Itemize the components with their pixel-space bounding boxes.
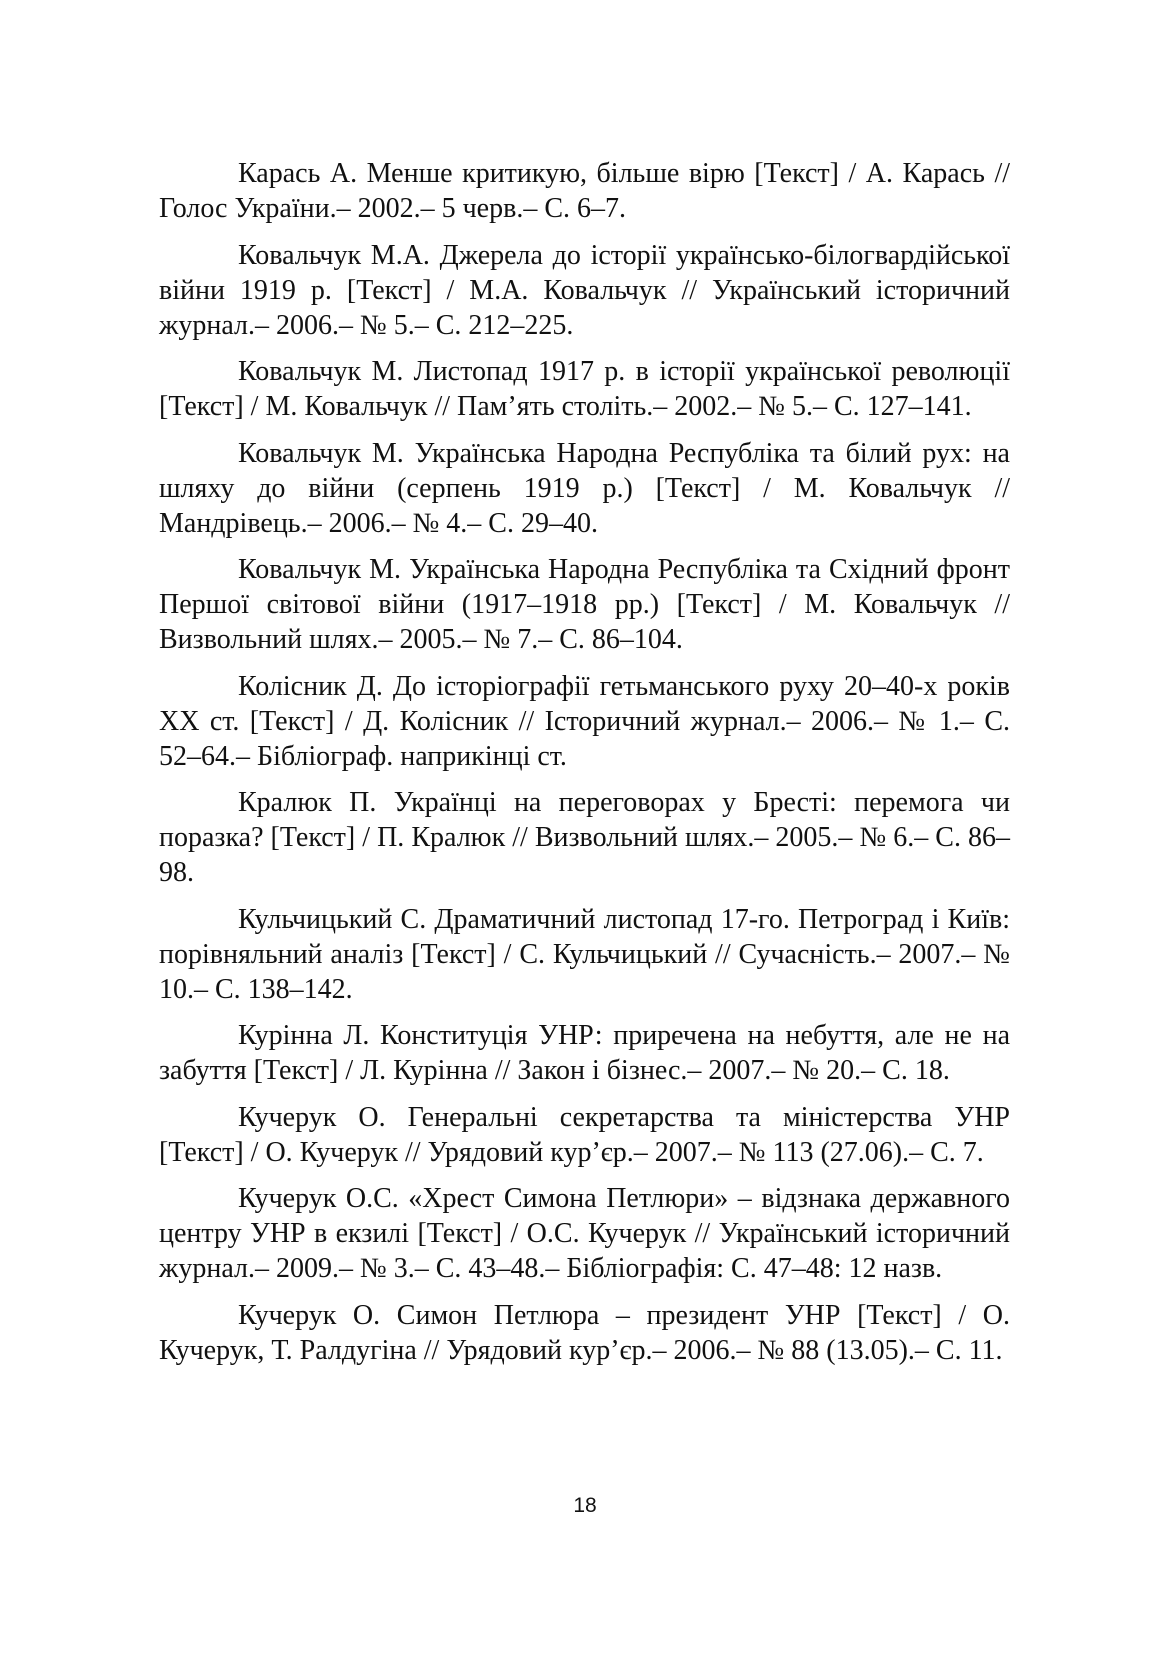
page-number: 18 [573,1494,597,1517]
bibliography-entry: Кучерук О. Симон Петлюра – президент УНР [Текст] / О. Кучерук, Т. Ралдугіна // Урядовий кур’єр.– 2006.– № 88 (13.05).– С. 11. [159,1299,1010,1366]
bibliography-entry: Колісник Д. До історіографії гетьманського руху 20–40-х років ХХ ст. [Текст] / Д. Колісник // Історичний журнал.– 2006.– № 1.– С. 52–64.– Бібліограф. наприкінці ст. [159,670,1010,772]
bibliography-entry: Карась А. Менше критикую, більше вірю [Текст] / А. Карась // Голос України.– 2002.– 5 черв.– С. 6–7. [159,158,1010,224]
bibliography-list [159,156,1010,1379]
bibliography-entry: Ковальчук М.А. Джерела до історії українсько-білогвардійської війни 1919 р. [Текст] / М.А. Ковальчук // Український історичний журнал.– 2006.– № 5.– С. 212–225. [159,239,1010,341]
bibliography-entry: Кульчицький С. Драматичний листопад 17-го. Петроград і Київ: порівняльний аналіз [Текст] / С. Кульчицький // Сучасність.– 2007.– № 10.– С. 138–142. [159,903,1010,1005]
bibliography-entry: Ковальчук М. Листопад 1917 р. в історії української революції [Текст] / М. Ковальчук // Пам’ять століть.– 2002.– № 5.– С. 127–141. [159,356,1010,422]
bibliography-entry: Ковальчук М. Українська Народна Республіка та Східний фронт Першої світової війни (1917–1918 рр.) [Текст] / М. Ковальчук // Визвольний шлях.– 2005.– № 7.– С. 86–104. [159,554,1010,655]
bibliography-entry: Курінна Л. Конституція УНР: приречена на небуття, але не на забуття [Текст] / Л. Курінна // Закон і бізнес.– 2007.– № 20.– С. 18. [159,1020,1010,1086]
bibliography-entry: Кралюк П. Українці на переговорах у Бресті: перемога чи поразка? [Текст] / П. Кралюк // Визвольний шлях.– 2005.– № 6.– С. 86–98. [159,787,1010,888]
bibliography-entry: Кучерук О.С. «Хрест Симона Петлюри» – відзнака державного центру УНР в екзилі [Текст] / О.С. Кучерук // Український історичний журнал.– 2009.– № 3.– С. 43–48.– Бібліографія: С. 47–48: 12 назв. [159,1183,1010,1284]
bibliography-entry: Кучерук О. Генеральні секретарства та міністерства УНР [Текст] / О. Кучерук // Урядовий кур’єр.– 2007.– № 113 (27.06).– С. 7. [159,1101,1010,1168]
bibliography-entry: Ковальчук М. Українська Народна Республіка та білий рух: на шляху до війни (серпень 1919 р.) [Текст] / М. Ковальчук // Мандрівець.– 2006.– № 4.– С. 29–40. [159,437,1010,539]
